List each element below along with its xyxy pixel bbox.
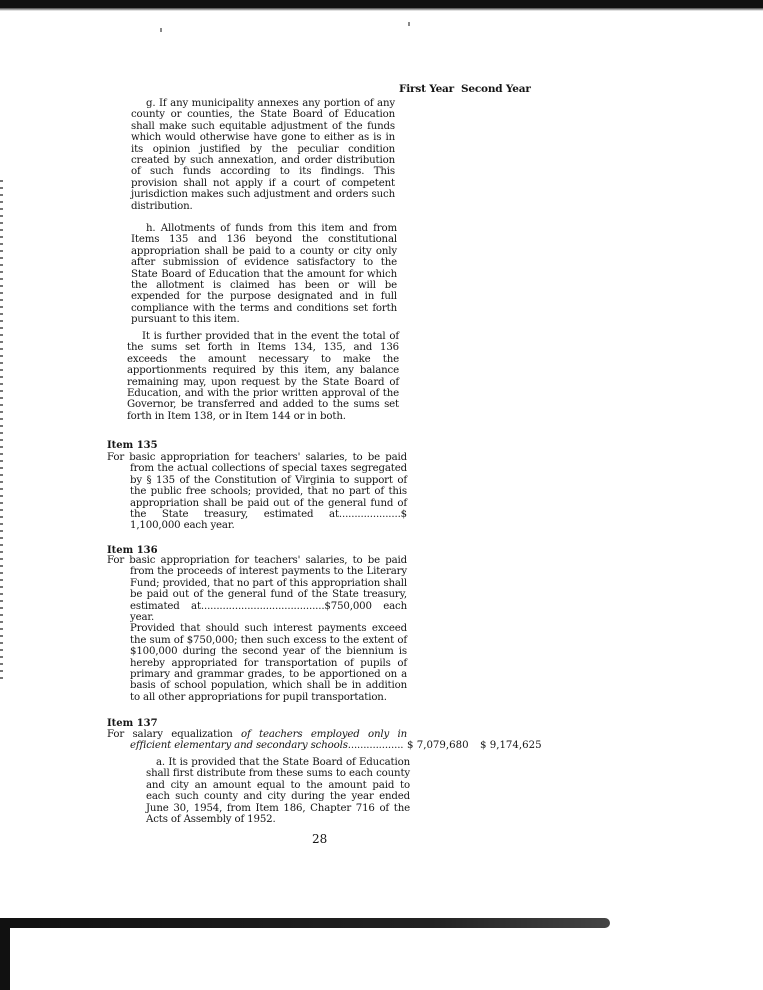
- item-137-heading: Item 137: [107, 718, 158, 729]
- item-137-leader: ..................: [347, 740, 404, 752]
- item-137-body: [107, 729, 407, 752]
- item-136-text: For basic appropriation for teachers' salaries, to be paid from the proceeds of interest payments to the Literary Fund; provided, that no part of this appropriation shall be paid out of the general fund of the State treasury, estimated at........................................$750,000 each year.: [107, 555, 407, 624]
- paragraph-further-provided: It is further provided that in the event the total of the sums set forth in Items 134, 135, and 136 exceeds the amount necessary to make the apportionments required by this item, any balance remaining may, upon request by the State Board of Education, and with the prior written approval of the Governor, be transferred and added to the sums set forth in Item 138, or in Item 144 or in both.: [127, 331, 399, 422]
- item-136-heading: Item 136: [107, 545, 158, 556]
- scan-border-top: [0, 0, 763, 8]
- item-137-first-year-amount: $ 7,079,680: [407, 740, 469, 751]
- first-year-column-header: First Year: [399, 83, 454, 95]
- item-136-proviso: Provided that should such interest payments exceed the sum of $750,000; then such excess to the extent of $100,000 during the second year of the biennium is hereby appropriated for transportation of pupils of primary and grammar grades, to be apportioned on a basis of school population, which shall be in addition to all other appropriations for pupil transportation.: [130, 623, 407, 703]
- item-135-body: [107, 452, 407, 532]
- item-137-paragraph-a: a. It is provided that the State Board of Education shall first distribute from these sums to each county and city an amount equal to the amount paid to each such county and city during the year ended June 30, 1954, from Item 186, Chapter 716 of the Acts of Assembly of 1952.: [146, 757, 410, 826]
- scan-border-top-shadow: [0, 8, 763, 11]
- item-136-body: [107, 555, 407, 703]
- scan-border-bottom: [0, 918, 610, 928]
- paragraph-g: g. If any municipality annexes any portion of any county or counties, the State Board of Education shall make such equitable adjustment of the funds which would otherwise have gone to either as is in its opinion justified by the peculiar condition created by such annexation, and order distribution of such funds according to its findings. This provision shall not apply if a court of competent jurisdiction makes such adjustment and orders such distribution.: [131, 98, 395, 212]
- paragraph-h: h. Allotments of funds from this item and from Items 135 and 136 beyond the constitutional appropriation shall be paid to a county or city only after submission of evidence satisfactory to the State Board of Education that the amount for which the allotment is claimed has been or will be expended for the purpose designated and in full compliance with the terms and conditions set forth pursuant to this item.: [131, 223, 397, 326]
- second-year-column-header: Second Year: [461, 83, 531, 95]
- page-number: 28: [312, 832, 328, 846]
- scan-edge-left: [0, 180, 3, 680]
- scan-speck: [408, 22, 410, 26]
- item-137-text-plain: For salary equalization: [107, 729, 242, 740]
- item-135-text: For basic appropriation for teachers' salaries, to be paid from the actual collections of special taxes segregated by § 135 of the Constitution of Virginia to support of the public free schools; provided, that no part of this appropriation shall be paid out of the general fund of the State treasury, estimated at....................$ 1,100,000 each year.: [107, 452, 407, 532]
- item-137-text: [107, 729, 407, 752]
- scan-corner-bottom-left: [0, 918, 10, 990]
- item-137-second-year-amount: $ 9,174,625: [480, 740, 542, 751]
- scan-speck: [160, 28, 162, 32]
- item-135-heading: Item 135: [107, 440, 158, 451]
- item-137-text-italic: of teachers employed only in efficient elementary and secondary schools: [130, 729, 408, 752]
